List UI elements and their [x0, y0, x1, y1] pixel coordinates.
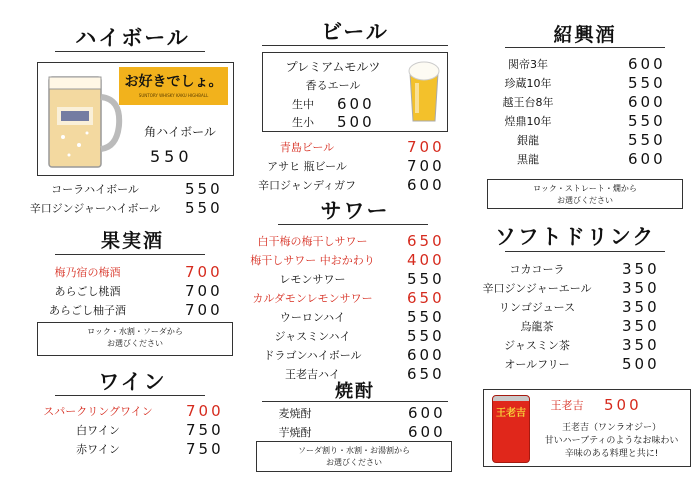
menu-item-price: 600: [628, 150, 666, 168]
fruit-title: 果実酒: [100, 230, 164, 252]
menu-item-name: リンゴジュース: [498, 301, 576, 314]
menu-item-name: 烏龍茶: [520, 320, 554, 333]
menu-item: [247, 176, 445, 194]
menu-item: [478, 131, 666, 149]
shaoxing-note: [487, 179, 683, 209]
menu-item: [478, 93, 666, 111]
wanglaoji-name: 王老吉: [550, 399, 584, 412]
menu-item-price: 550: [628, 74, 666, 92]
menu-item: [247, 138, 445, 156]
menu-item: [35, 263, 223, 281]
menu-item-price: 700: [185, 263, 223, 281]
menu-item-price: 550: [185, 199, 223, 217]
menu-item: [462, 298, 660, 316]
menu-item-name: 麦焼酎: [278, 407, 312, 420]
menu-item-price: 650: [407, 289, 445, 307]
menu-item-name: 辛口ジャンディガフ: [258, 179, 356, 192]
menu-item-name: 生中: [292, 98, 314, 111]
shaoxing-title: 紹興酒: [553, 24, 617, 46]
beer-box-subtitle: 香るエール: [305, 79, 361, 92]
highball-badge: [119, 67, 228, 105]
shochu-note-line2: お選びください: [326, 458, 382, 467]
fruit-title-rule: [55, 254, 205, 255]
menu-item: [35, 301, 223, 319]
sour-title-rule: [278, 224, 428, 225]
menu-item-name: 赤ワイン: [76, 443, 120, 456]
menu-item: [235, 327, 445, 345]
shaoxing-title-rule: [505, 47, 665, 48]
wanglaoji-can-rim: [493, 396, 529, 401]
menu-item: [462, 355, 660, 373]
menu-item-name: コカコーラ: [509, 263, 565, 276]
menu-item-name: カルダモンレモンサワー: [252, 292, 373, 305]
menu-item-price: 600: [628, 93, 666, 111]
menu-item-price: 550: [407, 327, 445, 345]
menu-item-price: 550: [185, 180, 223, 198]
menu-item-price: 350: [622, 279, 660, 297]
fruit-note-line2: お選びください: [107, 339, 163, 348]
menu-item: [273, 113, 375, 131]
menu-item-name: ドラゴンハイボール: [263, 349, 362, 362]
menu-item: [273, 95, 375, 113]
shochu-title: 焼酎: [335, 381, 375, 402]
beer-box-title: プレミアムモルツ: [285, 60, 381, 74]
menu-item-name: あらごし柚子酒: [49, 304, 126, 317]
menu-item: [20, 180, 223, 198]
highball-badge-sub: SUNTORY WHISKY KAKU HIGHBALL: [138, 93, 209, 98]
menu-item: [20, 199, 223, 217]
wanglaoji-line3: 辛味のある料理と共に!: [564, 449, 659, 459]
menu-item-price: 350: [622, 298, 660, 316]
menu-item-price: 650: [407, 365, 445, 383]
menu-item-price: 700: [407, 157, 445, 175]
menu-item-price: 600: [408, 423, 446, 441]
menu-item-price: 600: [407, 176, 445, 194]
menu-item-price: 700: [186, 402, 224, 420]
menu-item: [478, 74, 666, 92]
highball-feature-price: 550: [150, 147, 193, 166]
menu-item-price: 600: [408, 404, 446, 422]
menu-item-name: アサヒ 瓶ビール: [267, 160, 347, 173]
menu-item-price: 350: [622, 260, 660, 278]
menu-item-price: 350: [622, 336, 660, 354]
sour-title: サワー: [320, 199, 390, 223]
menu-item: [478, 112, 666, 130]
menu-item-name: 芋焼酎: [278, 426, 312, 439]
menu-item-name: 黒龍: [517, 153, 539, 166]
menu-item-price: 500: [622, 355, 660, 373]
menu-item: [235, 308, 445, 326]
highball-mug-icon: [43, 67, 125, 173]
fruit-note-line1: ロック・水割・ソーダから: [87, 327, 183, 336]
menu-item: [35, 282, 223, 300]
menu-item: [28, 421, 224, 439]
menu-item-price: 350: [622, 317, 660, 335]
menu-item-price: 650: [407, 232, 445, 250]
menu-item-price: 600: [337, 95, 375, 113]
menu-item: [235, 346, 445, 364]
wanglaoji-box: [483, 389, 691, 467]
menu-item-name: 辛口ジンジャーエール: [482, 282, 592, 295]
menu-item-name: 白ワイン: [76, 424, 120, 437]
menu-item-price: 700: [185, 301, 223, 319]
soft-title: ソフトドリンク: [494, 225, 656, 249]
menu-item-name: ジャスミン茶: [504, 339, 570, 352]
menu-item-name: あらごし桃酒: [54, 285, 121, 298]
wanglaoji-price: 500: [604, 396, 642, 414]
highball-feature-box: [37, 62, 234, 176]
menu-item: [462, 317, 660, 335]
shaoxing-note-line2: お選びください: [557, 196, 613, 205]
menu-item-price: 750: [186, 421, 224, 439]
shochu-title-rule: [262, 401, 448, 402]
menu-item-name: スパークリングワイン: [43, 405, 153, 418]
menu-item-price: 600: [407, 346, 445, 364]
menu-item: [462, 336, 660, 354]
beer-title-rule: [262, 45, 448, 46]
menu-item-name: 関帝3年: [508, 58, 548, 71]
highball-feature-name: 角ハイボール: [144, 125, 216, 139]
menu-item-name: 煌鼎10年: [504, 115, 552, 128]
wanglaoji-can-text: 王老吉: [496, 408, 526, 419]
wanglaoji-line1: 王老吉（ワンラオジー）: [561, 423, 661, 433]
wanglaoji-line2: 甘いハーブティのようなお味わい: [544, 436, 679, 446]
menu-item-price: 700: [185, 282, 223, 300]
wanglaoji-header: [542, 396, 642, 414]
menu-item-name: 珍蔵10年: [504, 77, 552, 90]
beer-glass-icon: [407, 59, 441, 125]
soft-title-rule: [505, 251, 665, 252]
shaoxing-note-line1: ロック・ストレート・燗から: [533, 184, 637, 193]
highball-title-rule: [55, 51, 205, 52]
menu-item-price: 550: [407, 270, 445, 288]
menu-item-price: 400: [407, 251, 445, 269]
menu-item-price: 550: [407, 308, 445, 326]
menu-item: [462, 279, 660, 297]
menu-item-name: 白干梅の梅干しサワー: [257, 235, 368, 248]
wine-title: ワイン: [98, 370, 167, 394]
menu-item-name: 越王台8年: [502, 96, 554, 109]
menu-item: [478, 55, 666, 73]
fruit-note: [37, 322, 233, 356]
beer-premium-box: [262, 52, 448, 132]
menu-item: [235, 289, 445, 307]
menu-item-name: 青島ビール: [279, 141, 335, 154]
menu-item-price: 550: [628, 112, 666, 130]
menu-item: [247, 157, 445, 175]
menu-item: [462, 260, 660, 278]
menu-item-name: ジャスミンハイ: [274, 330, 351, 343]
menu-item-name: 梅乃宿の梅酒: [54, 266, 121, 279]
menu-item-name: オールフリー: [504, 358, 570, 371]
menu-item: [478, 150, 666, 168]
shochu-note-line1: ソーダ割り・水割・お湯割から: [298, 446, 410, 455]
menu-item-name: 生小: [292, 116, 314, 129]
menu-item: [28, 440, 224, 458]
menu-item-name: 梅干しサワー 中おかわり: [250, 254, 375, 267]
shochu-note: [256, 441, 452, 472]
menu-item-price: 550: [628, 131, 666, 149]
menu-item-name: コーラハイボール: [51, 183, 139, 196]
menu-item-price: 600: [628, 55, 666, 73]
menu-item: [28, 402, 224, 420]
wanglaoji-can: [492, 395, 530, 463]
menu-item-name: レモンサワー: [279, 273, 346, 286]
menu-item-price: 500: [337, 113, 375, 131]
menu-item-name: 王老吉ハイ: [285, 368, 340, 381]
menu-item-name: ウーロンハイ: [279, 311, 346, 324]
menu-item: [235, 270, 445, 288]
highball-badge-text: お好きでしょ。: [124, 74, 223, 90]
wine-title-rule: [55, 395, 205, 396]
menu-item: [235, 232, 445, 250]
menu-item-price: 700: [407, 138, 445, 156]
highball-title: ハイボール: [75, 26, 190, 50]
beer-title: ビール: [321, 20, 389, 44]
menu-item: [250, 423, 446, 441]
menu-item-name: 銀龍: [517, 134, 539, 147]
menu-item: [235, 251, 445, 269]
menu-item-name: 辛口ジンジャーハイボール: [29, 202, 161, 215]
menu-item: [250, 404, 446, 422]
menu-item-price: 750: [186, 440, 224, 458]
